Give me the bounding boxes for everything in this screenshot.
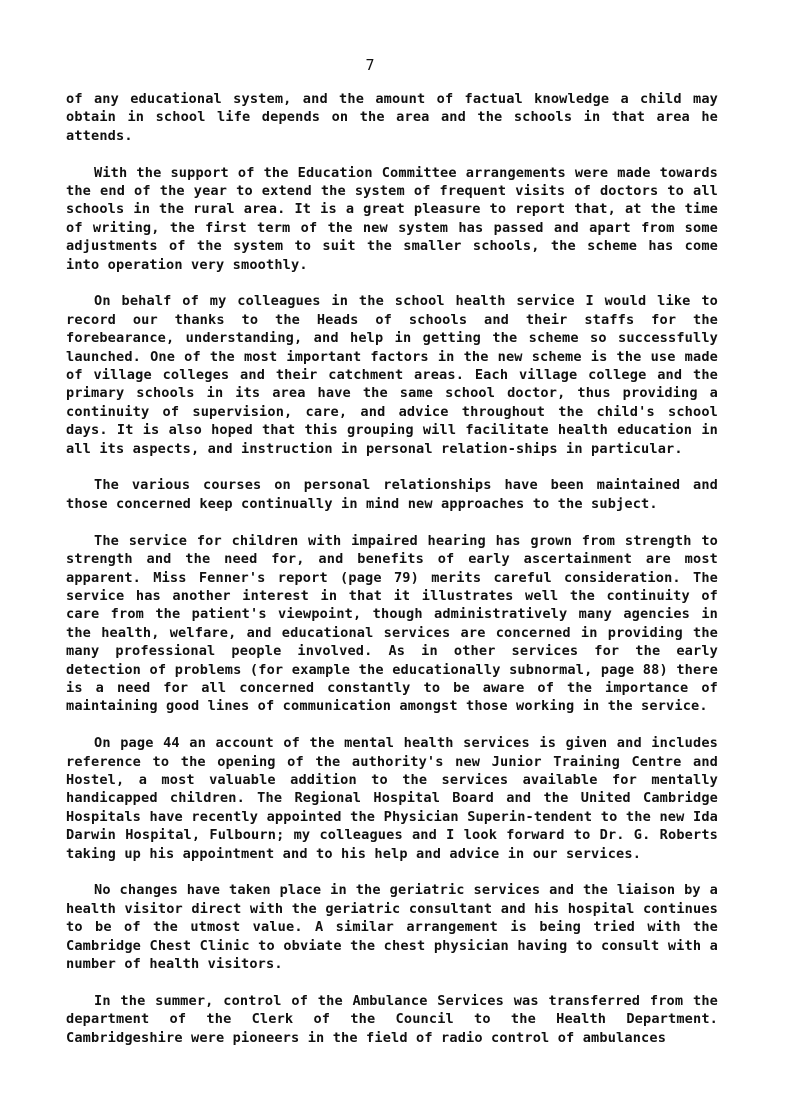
paragraph-text: No changes have taken place in the geriatric services and the liaison by a health visitor direct with the geriatric consultant and his hospital continues to be of the utmost value. A similar arrangement is being tried with the Cambridge Chest Clinic to obviate the chest physician having to consult with a number of health visitors. [66,882,718,972]
paragraph-text: In the summer, control of the Ambulance Services was transferred from the department of the Clerk of the Council to the Health Department. Cambridgeshire were pioneers in the field of radio control of ambulances [66,992,718,1046]
paragraph-text: The various courses on personal relationships have been maintained and those concerned keep continually in mind new approaches to the subject. [66,477,718,512]
paragraph-geriatric [66,881,718,973]
paragraph-relationships [66,476,718,513]
paragraph-mental-health [66,734,718,863]
paragraph-text: of any educational system, and the amount of factual knowledge a child may obtain in school life depends on the area and the schools in that area he attends. [66,91,718,144]
paragraph-rural-visits [66,164,718,274]
paragraph-text: On behalf of my colleagues in the school health service I would like to record our thanks to the Heads of schools and their staffs for the forebearance, understanding, and help in getting the scheme so successfully launched. One of the most important factors in the new scheme is the use made of village colleges and their catchment areas. Each village college and the primary schools in its area have the same school doctor, thus providing a continuity of supervision, care, and advice throughout the child's school days. It is also hoped that this grouping will facilitate health education in all its aspects, and instruction in personal relation-ships in particular. [66,293,718,457]
paragraph-thanks [66,292,718,458]
paragraph-ambulance [66,992,718,1047]
page-number: 7 [365,56,375,74]
paragraph-continuation [66,90,718,145]
paragraph-text: The service for children with impaired hearing has grown from strength to strength and the need for, and benefits of early ascertainment are most apparent. Miss Fenner's report (page 79) merits careful consideration. The service has another interest in that it illustrates well the continuity of care from the patient's viewpoint, though administratively many agencies in the health, welfare, and educational services are concerned in providing the many professional people involved. As in other services for the early detection of problems (for example the educationally subnormal, page 88) there is a need for all concerned constantly to be aware of the importance of maintaining good lines of communication amongst those working in the service. [66,532,718,715]
paragraph-hearing [66,532,718,716]
body-text [66,90,718,1065]
paragraph-text: On page 44 an account of the mental health services is given and includes reference to the opening of the authority's new Junior Training Centre and Hostel, a most valuable addition to the services available for mentally handicapped children. The Regional Hospital Board and the United Cambridge Hospitals have recently appointed the Physician Superin-tendent to the new Ida Darwin Hospital, Fulbourn; my colleagues and I look forward to Dr. G. Roberts taking up his appointment and to his help and advice in our services. [66,735,718,862]
paragraph-text: With the support of the Education Committee arrangements were made towards the end of the year to extend the system of frequent visits of doctors to all schools in the rural area. It is a great pleasure to report that, at the time of writing, the first term of the new system has passed and apart from some adjustments of the system to suit the smaller schools, the scheme has come into operation very smoothly. [66,164,718,273]
